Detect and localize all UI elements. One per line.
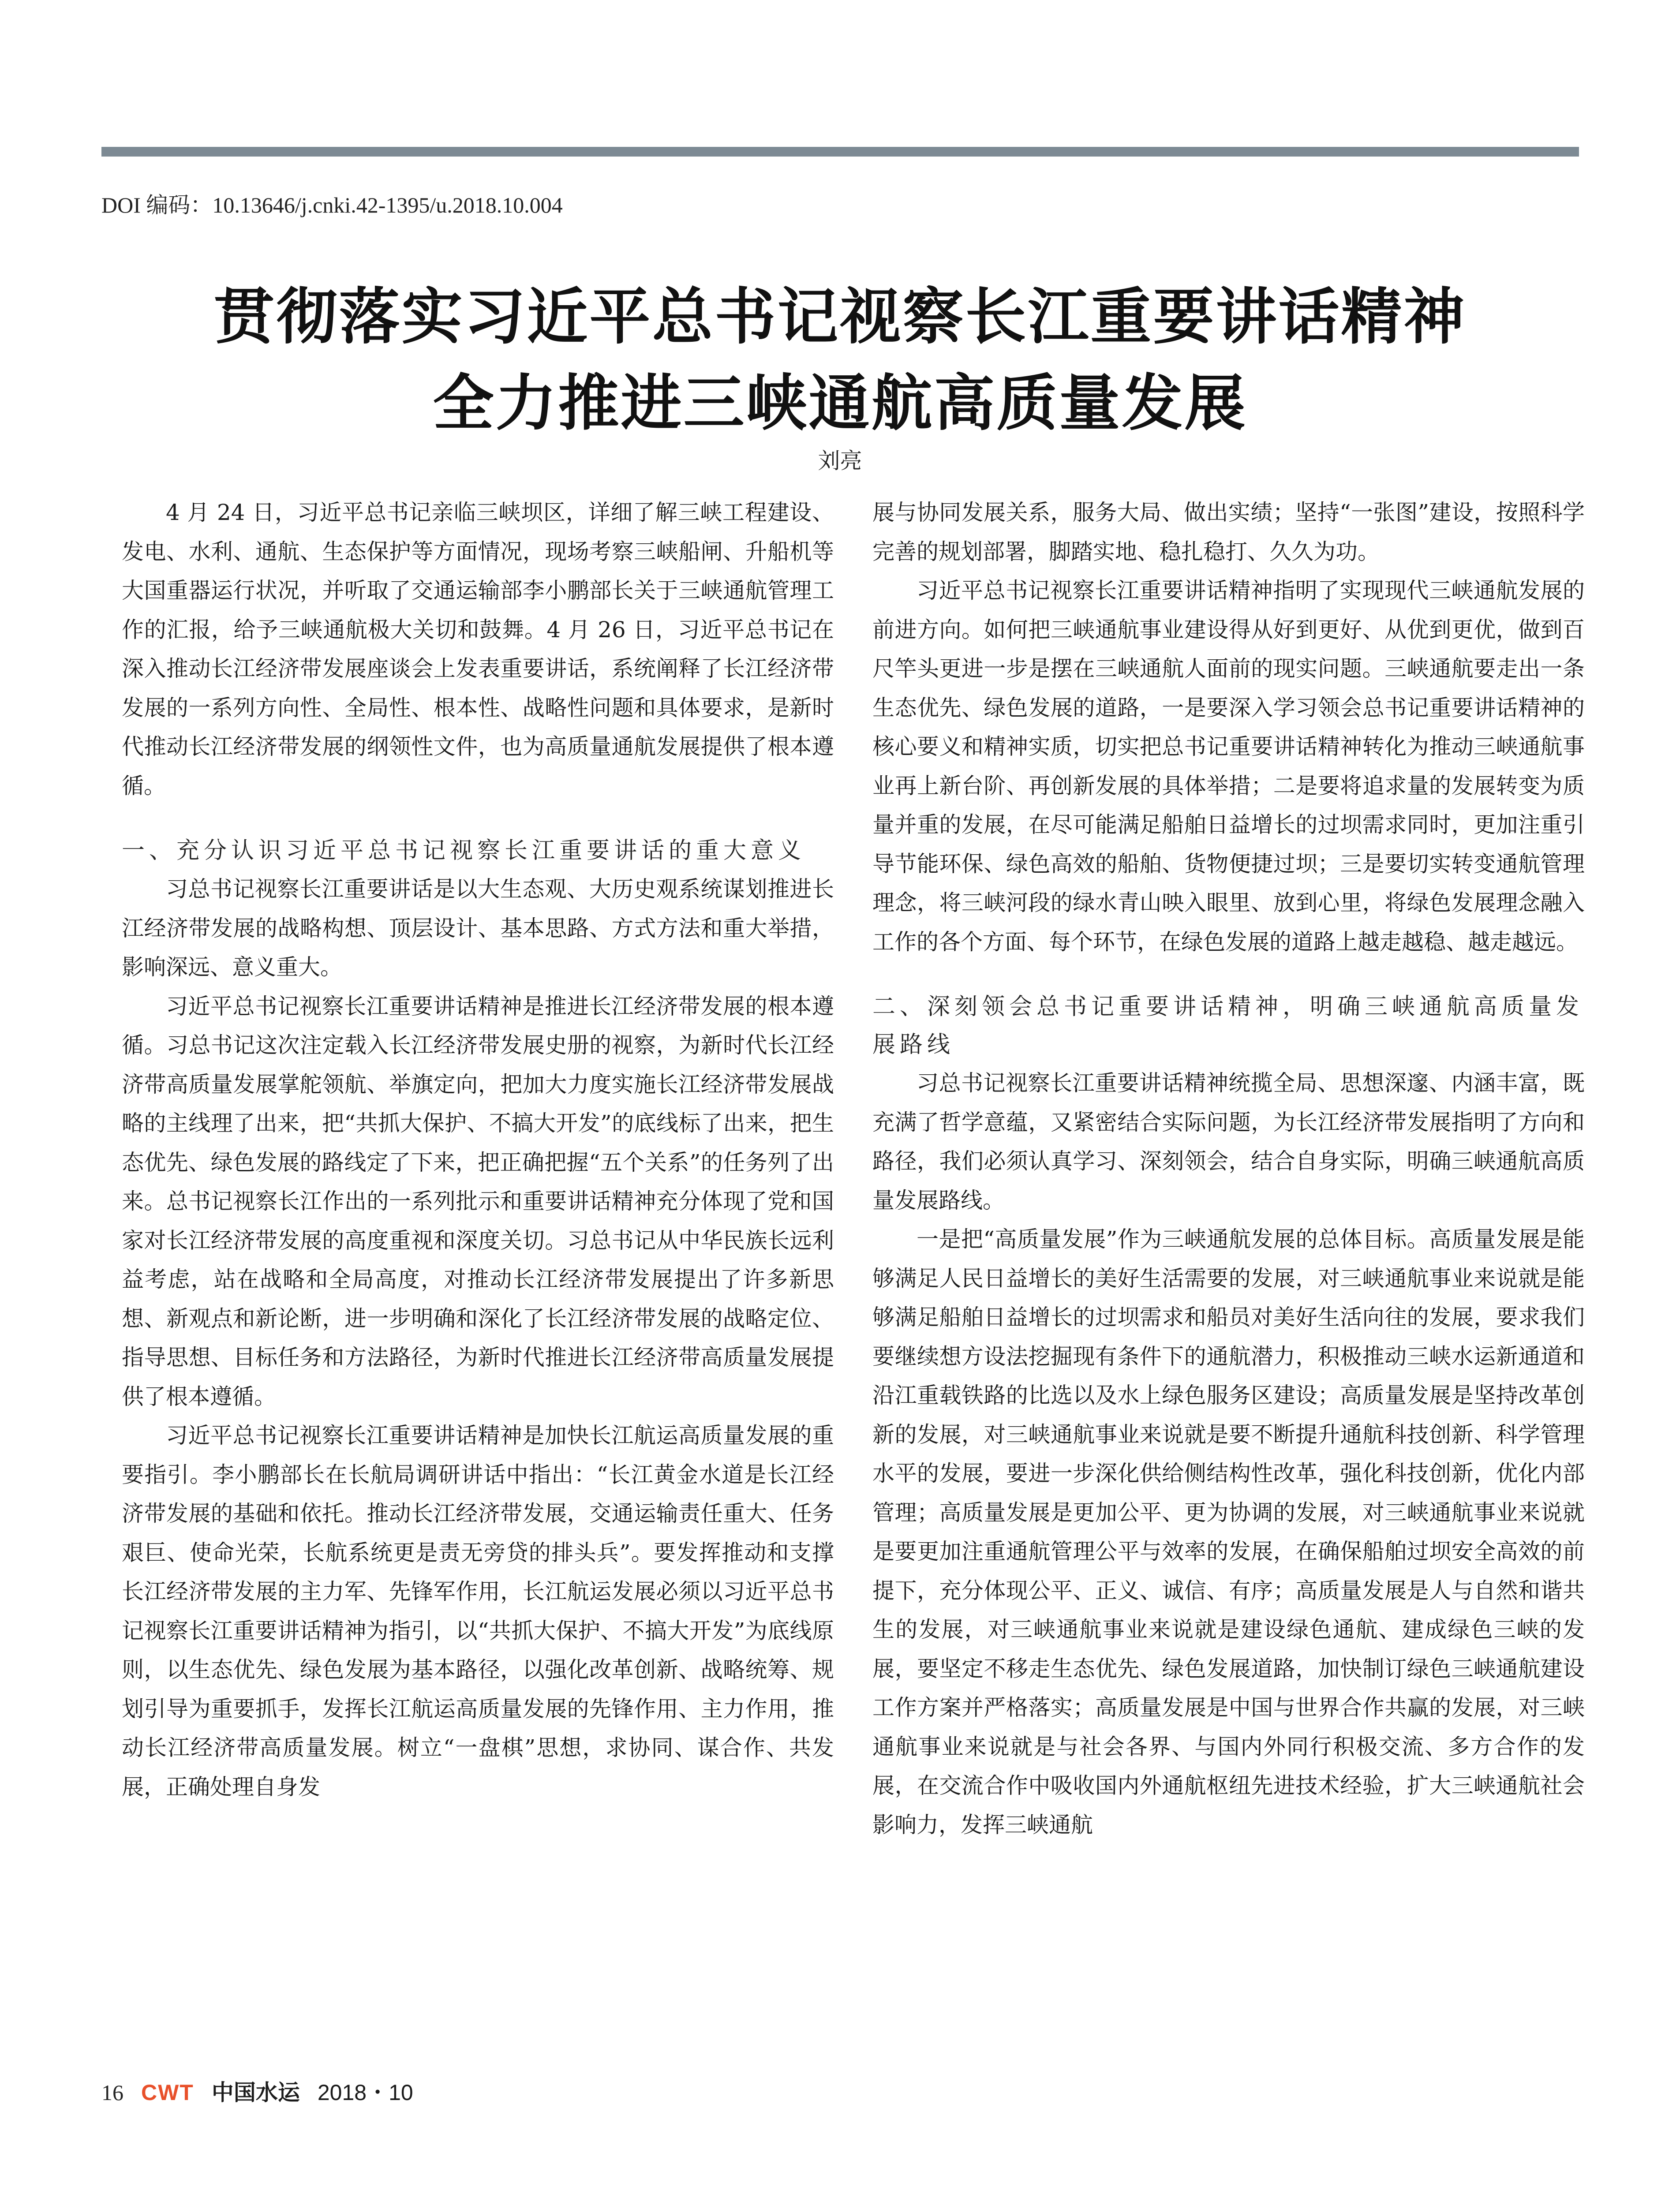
page-number: 16 bbox=[101, 2080, 123, 2105]
paragraph: 一是把“高质量发展”作为三峡通航发展的总体目标。高质量发展是能够满足人民日益增长的美好生活需要的发展，对三峡通航事业来说就是能够满足船舶日益增长的过坝需求和船员对美好生活向往的发展，要求我们要继续想方设法挖掘现有条件下的通航潜力，积极推动三峡水运新通道和沿江重载铁路的比选以及水上绿色服务区建设；高质量发展是坚持改革创新的发展，对三峡通航事业来说就是要不断提升通航科技创新、科学管理水平的发展，要进一步深化供给侧结构性改革，强化科技创新，优化内部管理；高质量发展是更加公平、更为协调的发展，对三峡通航事业来说就是要更加注重通航管理公平与效率的发展，在确保船舶过坝安全高效的前提下，充分体现公平、正义、诚信、有序；高质量发展是人与自然和谐共生的发展，对三峡通航事业来说就是建设绿色通航、建成绿色三峡的发展，要坚定不移走生态优先、绿色发展道路，加快制订绿色三峡通航建设工作方案并严格落实；高质量发展是中国与世界合作共赢的发展，对三峡通航事业来说就是与社会各界、与国内外同行积极交流、多方合作的发展，在交流合作中吸收国内外通航枢纽先进技术经验，扩大三峡通航社会影响力，发挥三峡通航 bbox=[872, 1226, 1585, 1838]
paragraph: 习近平总书记视察长江重要讲话精神是推进长江经济带发展的根本遵循。习总书记这次注定载入长江经济带发展史册的视察，为新时代长江经济带高质量发展掌舵领航、举旗定向，把加大力度实施长江经济带发展战略的主线理了出来，把“共抓大保护、不搞大开发”的底线标了出来，把生态优先、绿色发展的路线定了下来，把正确把握“五个关系”的任务列了出来。总书记视察长江作出的一系列批示和重要讲话精神充分体现了党和国家对长江经济带发展的高度重视和深度关切。习总书记从中华民族长远利益考虑，站在战略和全局高度，对推动长江经济带发展提出了许多新思想、新观点和新论断，进一步明确和深化了长江经济带发展的战略定位、指导思想、目标任务和方法路径，为新时代推进长江经济带高质量发展提供了根本遵循。 bbox=[122, 993, 834, 1409]
title-line-2: 全力推进三峡通航高质量发展 bbox=[433, 367, 1247, 439]
paragraph: 习近平总书记视察长江重要讲话精神指明了实现现代三峡通航发展的前进方向。如何把三峡通航事业建设得从好到更好、从优到更优，做到百尺竿头更进一步是摆在三峡通航人面前的现实问题。三峡通航要走出一条生态优先、绿色发展的道路，一是要深入学习领会总书记重要讲话精神的核心要义和精神实质，切实把总书记重要讲话精神转化为推动三峡通航事业再上新台阶、再创新发展的具体举措；二是要将追求量的发展转变为质量并重的发展，在尽可能满足船舶日益增长的过坝需求同时，更加注重引导节能环保、绿色高效的船舶、货物便捷过坝；三是要切实转变通航管理理念，将三峡河段的绿水青山映入眼里、放到心里，将绿色发展理念融入工作的各个方面、每个环节，在绿色发展的道路上越走越稳、越走越远。 bbox=[872, 578, 1585, 955]
right-column bbox=[872, 493, 1585, 1844]
paragraph: 习总书记视察长江重要讲话是以大生态观、大历史观系统谋划推进长江经济带发展的战略构想、顶层设计、基本思路、方式方法和重大举措，影响深远、意义重大。 bbox=[122, 876, 834, 980]
title-line-1: 贯彻落实习近平总书记视察长江重要讲话精神 bbox=[213, 280, 1467, 352]
left-column bbox=[122, 493, 834, 1806]
header-rule bbox=[101, 147, 1579, 157]
journal-name: 中国水运 bbox=[211, 2079, 300, 2105]
issue-label: 2018・10 bbox=[317, 2080, 413, 2105]
article-title bbox=[0, 273, 1680, 446]
paragraph-continued: 展与协同发展关系，服务大局、做出实绩；坚持“一张图”建设，按照科学完善的规划部署，脚踏实地、稳扎稳打、久久为功。 bbox=[872, 500, 1585, 564]
author-name: 刘亮 bbox=[818, 448, 862, 474]
page-footer bbox=[101, 2075, 413, 2107]
section-heading-2: 二、深刻领会总书记重要讲话精神，明确三峡通航高质量发展路线 bbox=[872, 994, 1584, 1058]
section-heading-1: 一、充分认识习近平总书记视察长江重要讲话的重大意义 bbox=[122, 837, 806, 864]
paragraph: 习总书记视察长江重要讲话精神统揽全局、思想深邃、内涵丰富，既充满了哲学意蕴，又紧密结合实际问题，为长江经济带发展指明了方向和路径，我们必须认真学习、深刻领会，结合自身实际，明确三峡通航高质量发展路线。 bbox=[872, 1070, 1585, 1213]
brand-logo: CWT bbox=[141, 2080, 194, 2105]
doi-line: DOI 编码：10.13646/j.cnki.42-1395/u.2018.10.004 bbox=[101, 193, 563, 217]
paragraph: 习近平总书记视察长江重要讲话精神是加快长江航运高质量发展的重要指引。李小鹏部长在长航局调研讲话中指出：“长江黄金水道是长江经济带发展的基础和依托。推动长江经济带发展，交通运输责任重大、任务艰巨、使命光荣，长航系统更是责无旁贷的排头兵”。要发挥推动和支撑长江经济带发展的主力军、先锋军作用，长江航运发展必须以习近平总书记视察长江重要讲话精神为指引，以“共抓大保护、不搞大开发”为底线原则，以生态优先、绿色发展为基本路径，以强化改革创新、战略统筹、规划引导为重要抓手，发挥长江航运高质量发展的先锋作用、主力作用，推动长江经济带高质量发展。树立“一盘棋”思想，求协同、谋合作、共发展，正确处理自身发 bbox=[122, 1423, 834, 1800]
paragraph: 4 月 24 日，习近平总书记亲临三峡坝区，详细了解三峡工程建设、发电、水利、通航、生态保护等方面情况，现场考察三峡船闸、升船机等大国重器运行状况，并听取了交通运输部李小鹏部长关于三峡通航管理工作的汇报，给予三峡通航极大关切和鼓舞。4 月 26 日，习近平总书记在深入推动长江经济带发展座谈会上发表重要讲话，系统阐释了长江经济带发展的一系列方向性、全局性、根本性、战略性问题和具体要求，是新时代推动长江经济带发展的纲领性文件，也为高质量通航发展提供了根本遵循。 bbox=[122, 500, 834, 799]
